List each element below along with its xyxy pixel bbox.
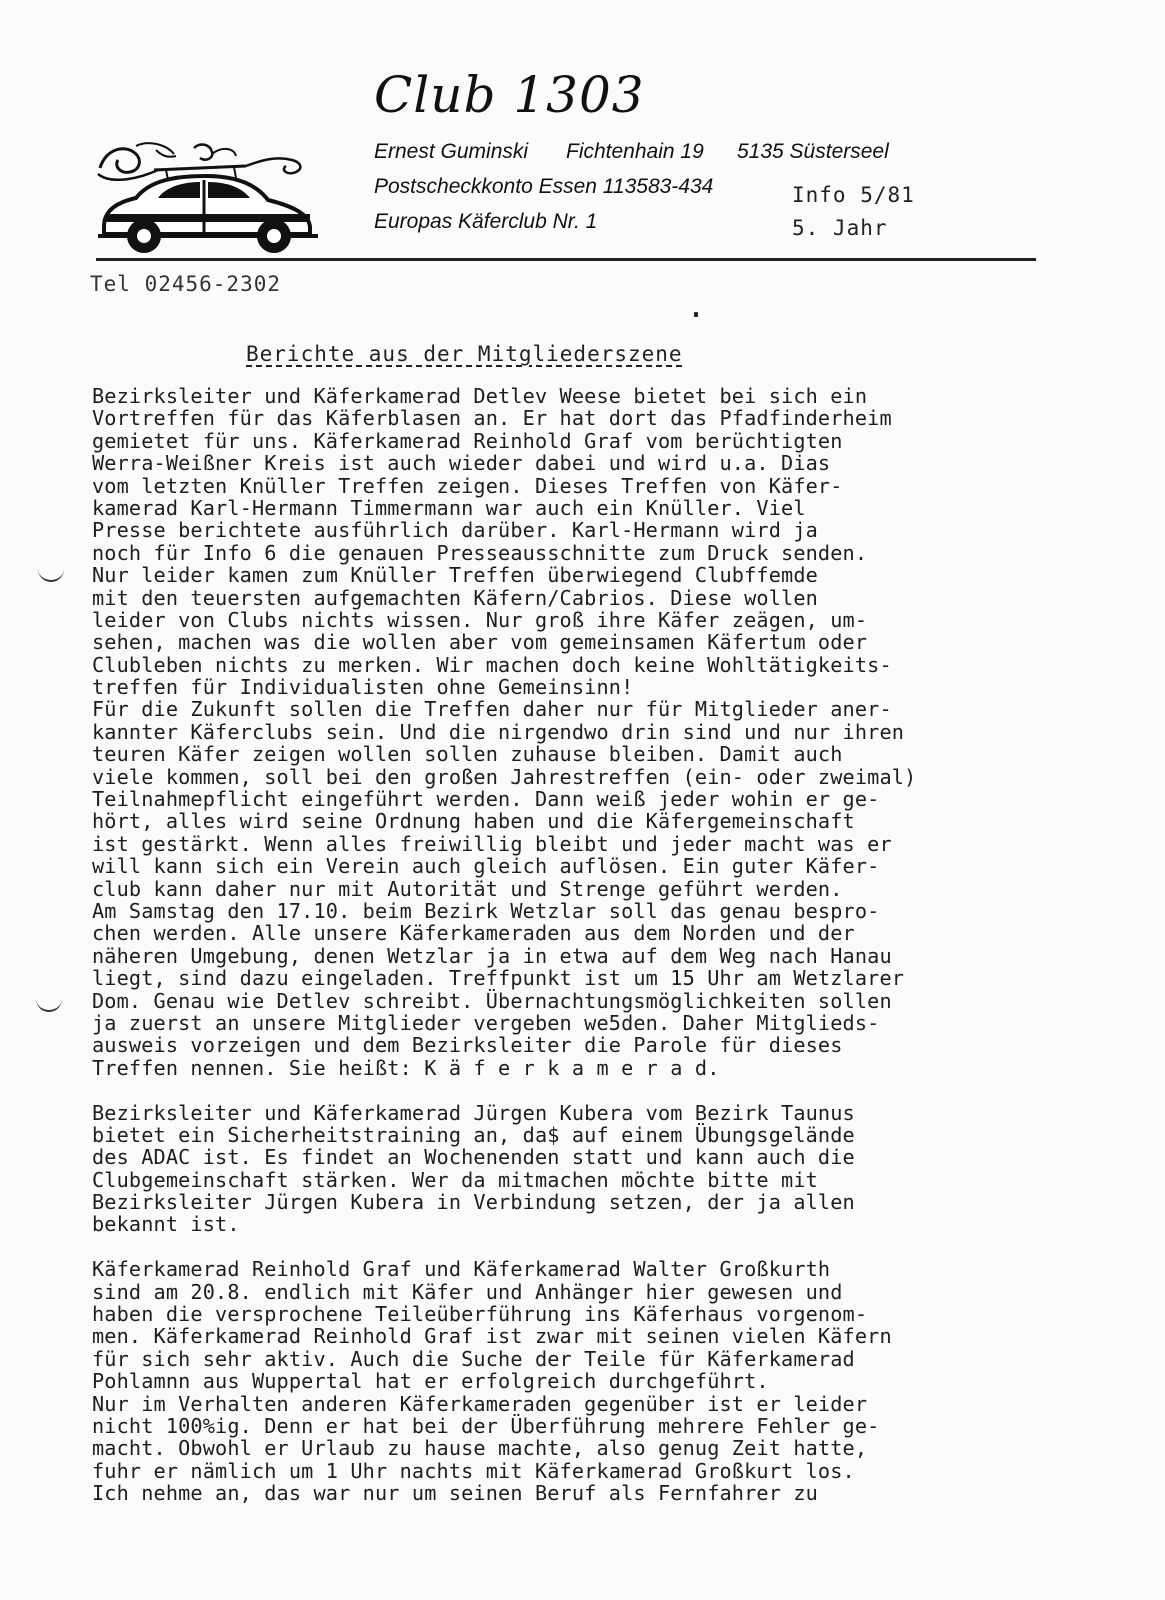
text-line: Clubleben nichts zu merken. Wir machen doch keine Wohltätigkeits-	[92, 652, 892, 677]
text-line: men. Käferkamerad Reinhold Graf ist zwar mit seinen vielen Käfern	[92, 1324, 892, 1349]
header-divider	[96, 258, 1036, 261]
text-line: Treffen nennen. Sie heißt: K ä f e r k a m e r a d.	[92, 1055, 720, 1080]
header-name: Ernest Guminski	[374, 140, 529, 163]
text-line: kamerad Karl-Hermann Timmermann war auch ein Knüller. Viel	[92, 495, 806, 520]
text-line: sehen, machen was die wollen aber vom gemeinsamen Käfertum oder	[92, 630, 868, 655]
text-line: hört, alles wird seine Ordnung haben und die Käfergemeinschaft	[92, 809, 855, 834]
text-line: gemietet für uns. Käferkamerad Reinhold Graf vom berüchtigten	[92, 428, 843, 453]
stray-mark	[694, 312, 698, 317]
club-title: Club 1303	[374, 66, 645, 124]
text-line: Presse berichtete ausführlich darüber. Karl-Hermann wird ja	[92, 518, 818, 543]
text-line: viele kommen, soll bei den großen Jahrestreffen (ein- oder zweimal)	[92, 764, 917, 789]
text-line: haben die versprochene Teileüberführung ins Käferhaus vorgenom-	[92, 1302, 868, 1327]
text-line: Nur im Verhalten anderen Käferkameraden gegenüber ist er leider	[92, 1391, 868, 1416]
header-street: Fichtenhain 19	[566, 140, 704, 163]
text-line: Werra-Weißner Kreis ist auch wieder dabei und wird u.a. Dias	[92, 451, 831, 476]
paragraph-gap	[92, 1236, 1132, 1258]
text-line: mit den teuersten aufgemachten Käfern/Cabrios. Diese wollen	[92, 585, 818, 610]
text-line: bietet ein Sicherheitstraining an, da$ auf einem Übungsgelände	[92, 1122, 855, 1147]
text-line: kannter Käferclubs sein. Und die nirgendwo drin sind und nur ihren	[92, 719, 905, 744]
text-line: Für die Zukunft sollen die Treffen daher nur für Mitglieder aner-	[92, 697, 892, 722]
section-heading: Berichte aus der Mitgliederszene	[246, 342, 683, 366]
text-line: noch für Info 6 die genauen Presseausschnitte zum Druck senden.	[92, 540, 868, 565]
beetle-car-logo	[96, 140, 322, 258]
year-label: 5. Jahr	[792, 216, 888, 240]
text-line: nicht 100%ig. Denn er hat bei der Überführung mehrere Fehler ge-	[92, 1413, 880, 1438]
header-city: 5135 Süsterseel	[737, 140, 889, 163]
text-line: für sich sehr aktiv. Auch die Suche der Teile für Käferkamerad	[92, 1346, 855, 1371]
text-line: Bezirksleiter Jürgen Kubera in Verbindung setzen, der ja allen	[92, 1190, 855, 1215]
header-account: Postscheckkonto Essen 113583-434	[374, 175, 714, 198]
text-line: Clubgemeinschaft stärken. Wer da mitmachen möchte bitte mit	[92, 1167, 818, 1192]
text-line: Bezirksleiter und Käferkamerad Detlev Weese bietet bei sich ein	[92, 384, 868, 408]
text-line: Am Samstag den 17.10. beim Bezirk Wetzlar soll das genau bespro-	[92, 898, 880, 923]
text-line: macht. Obwohl er Urlaub zu hause machte, also genug Zeit hatte,	[92, 1436, 868, 1461]
margin-mark	[38, 566, 64, 582]
text-line: Teilnahmepflicht eingeführt werden. Dann weiß jeder wohin er ge-	[92, 787, 880, 812]
text-line: ja zuerst an unsere Mitglieder vergeben we5den. Daher Mitglieds-	[92, 1010, 880, 1035]
text-line: ist gestärkt. Wenn alles freiwillig bleibt und jeder macht was er	[92, 831, 892, 856]
margin-mark	[36, 996, 62, 1012]
telephone: Tel 02456-2302	[90, 272, 282, 296]
text-line: Pohlamnn aus Wuppertal hat er erfolgreich durchgeführt.	[92, 1369, 769, 1394]
text-line: Nur leider kamen zum Knüller Treffen überwiegend Clubffemde	[92, 563, 818, 588]
text-line: Käferkamerad Reinhold Graf und Käferkamerad Walter Großkurth	[92, 1257, 831, 1282]
text-line: Dom. Genau wie Detlev schreibt. Übernachtungsmöglichkeiten sollen	[92, 988, 892, 1013]
body-text	[92, 385, 1132, 1505]
text-line: leider von Clubs nichts wissen. Nur groß ihre Käfer zeägen, um-	[92, 607, 868, 632]
text-line: vom letzten Knüller Treffen zeigen. Dieses Treffen von Käfer-	[92, 473, 843, 498]
info-number: Info 5/81	[792, 183, 915, 207]
text-line: liegt, sind dazu eingeladen. Treffpunkt ist um 15 Uhr am Wetzlarer	[92, 966, 905, 991]
text-line: näheren Umgebung, denen Wetzlar ja in etwa auf dem Weg nach Hanau	[92, 943, 892, 968]
text-line: will kann sich ein Verein auch gleich auflösen. Ein guter Käfer-	[92, 854, 880, 879]
text-line: treffen für Individualisten ohne Gemeinsinn!	[92, 675, 634, 700]
text-line: sind am 20.8. endlich mit Käfer und Anhänger hier gewesen und	[92, 1279, 843, 1304]
text-line: ausweis vorzeigen und dem Bezirksleiter die Parole für dieses	[92, 1033, 843, 1058]
text-line: club kann daher nur mit Autorität und Strenge geführt werden.	[92, 876, 843, 901]
text-line: teuren Käfer zeigen wollen sollen zuhause bleiben. Damit auch	[92, 742, 843, 767]
text-line: des ADAC ist. Es findet an Wochenenden statt und kann auch die	[92, 1145, 855, 1170]
text-line: chen werden. Alle unsere Käferkameraden aus dem Norden und der	[92, 921, 855, 946]
text-line: Vortreffen für das Käferblasen an. Er hat dort das Pfadfinderheim	[92, 406, 892, 431]
paragraph-gap	[92, 1079, 1132, 1101]
text-line: Ich nehme an, das war nur um seinen Beruf als Fernfahrer zu	[92, 1481, 818, 1506]
text-line: fuhr er nämlich um 1 Uhr nachts mit Käferkamerad Großkurt los.	[92, 1458, 855, 1483]
text-line: Bezirksleiter und Käferkamerad Jürgen Kubera vom Bezirk Taunus	[92, 1100, 855, 1125]
header-tagline: Europas Käferclub Nr. 1	[374, 210, 598, 233]
text-line: bekannt ist.	[92, 1212, 240, 1237]
